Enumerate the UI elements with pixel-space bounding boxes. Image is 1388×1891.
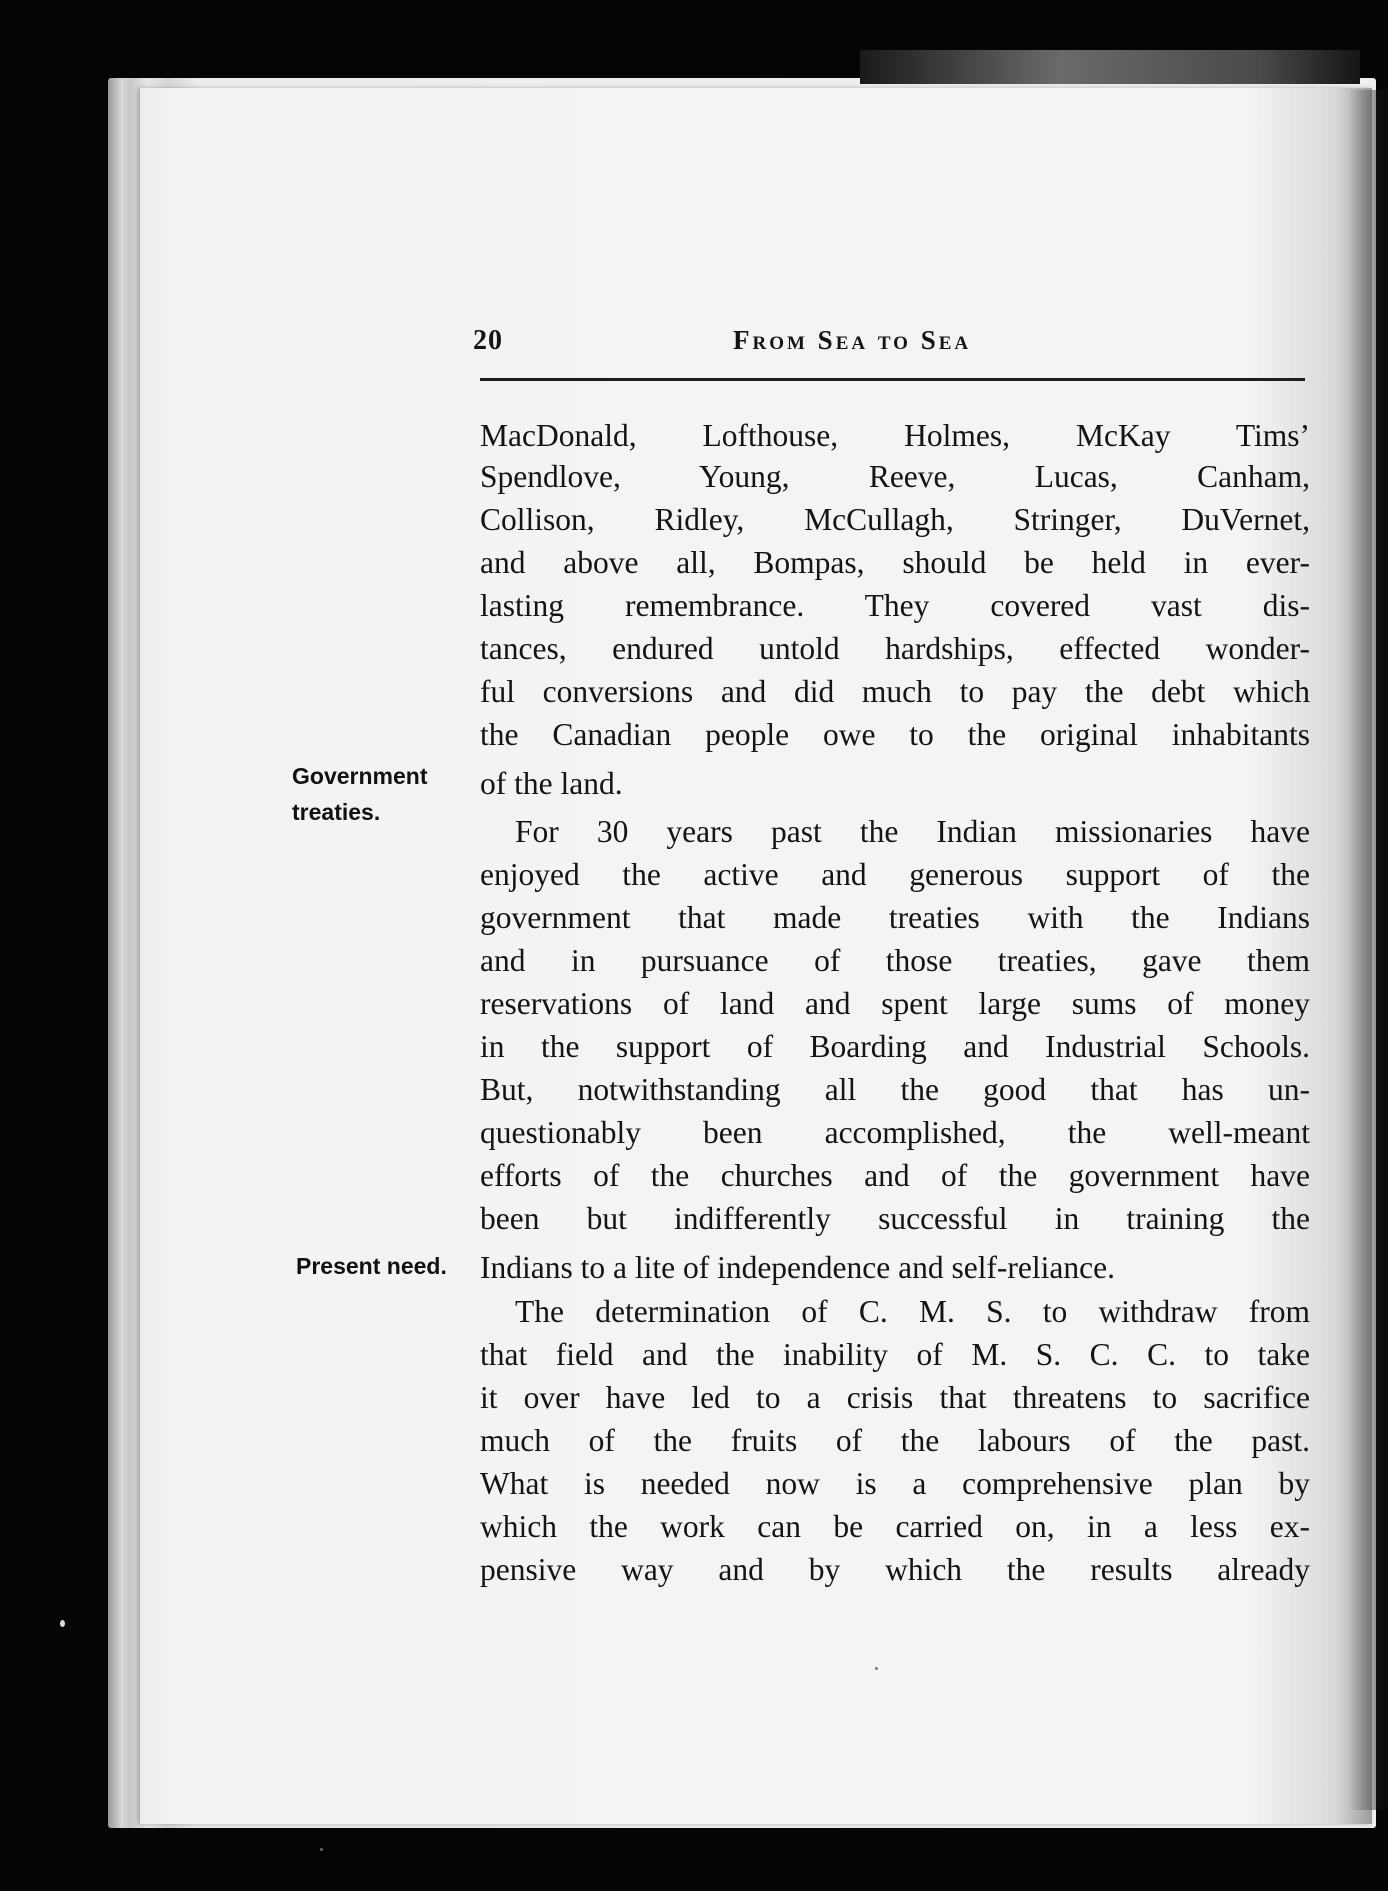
text-line: questionably been accomplished, the well-meant [480,1115,1310,1150]
header-rule [480,378,1305,381]
text-line: which the work can be carried on, in a less ex- [480,1509,1310,1544]
text-line: What is needed now is a comprehensive plan by [480,1466,1310,1501]
text-line: lasting remembrance. They covered vast dis- [480,588,1310,623]
text-line: tances, endured untold hardships, effected wonder- [480,631,1310,666]
margin-note-present-need [296,1248,447,1284]
margin-note-line: treaties. [292,799,381,825]
text-line: Collison, Ridley, McCullagh, Stringer, DuVernet, [480,502,1310,537]
text-line: The determination of C. M. S. to withdraw from [515,1294,1310,1329]
margin-note-line: Present need. [296,1253,447,1279]
text-line: reservations of land and spent large sums of money [480,986,1310,1021]
text-line: and above all, Bompas, should be held in ever- [480,545,1310,580]
margin-note-line: Government [292,763,428,789]
text-line: and in pursuance of those treaties, gave them [480,943,1310,978]
text-line: Spendlove, Young, Reeve, Lucas, Canham, [480,459,1310,494]
text-line: efforts of the churches and of the government have [480,1158,1310,1193]
text-line: pensive way and by which the results already [480,1552,1310,1587]
margin-note-government-treaties [292,758,427,830]
text-line: enjoyed the active and generous support of the [480,857,1310,892]
text-line: ful conversions and did much to pay the debt which [480,674,1310,709]
page-number: 20 [473,325,503,356]
text-line: it over have led to a crisis that threatens to sacrifice [480,1380,1310,1415]
running-header [473,325,1306,365]
text-line: in the support of Boarding and Industrial Schools. [480,1029,1310,1064]
text-line: MacDonald, Lofthouse, Holmes, McKay Tims’ [480,418,1310,453]
text-line: the Canadian people owe to the original inhabitants [480,717,1310,752]
text-line: For 30 years past the Indian missionaries have [515,814,1310,849]
text-line: But, notwithstanding all the good that has un- [480,1072,1310,1107]
text-line: much of the fruits of the labours of the past. [480,1423,1310,1458]
text-line: government that made treaties with the Indians [480,900,1310,935]
text-line: of the land. [480,766,623,801]
text-line: that field and the inability of M. S. C. C. to take [480,1337,1310,1372]
text-line: Indians to a lite of independence and self-reliance. [480,1250,1115,1285]
text-line: been but indifferently successful in training the [480,1201,1310,1236]
running-title: From Sea to Sea [733,325,972,355]
